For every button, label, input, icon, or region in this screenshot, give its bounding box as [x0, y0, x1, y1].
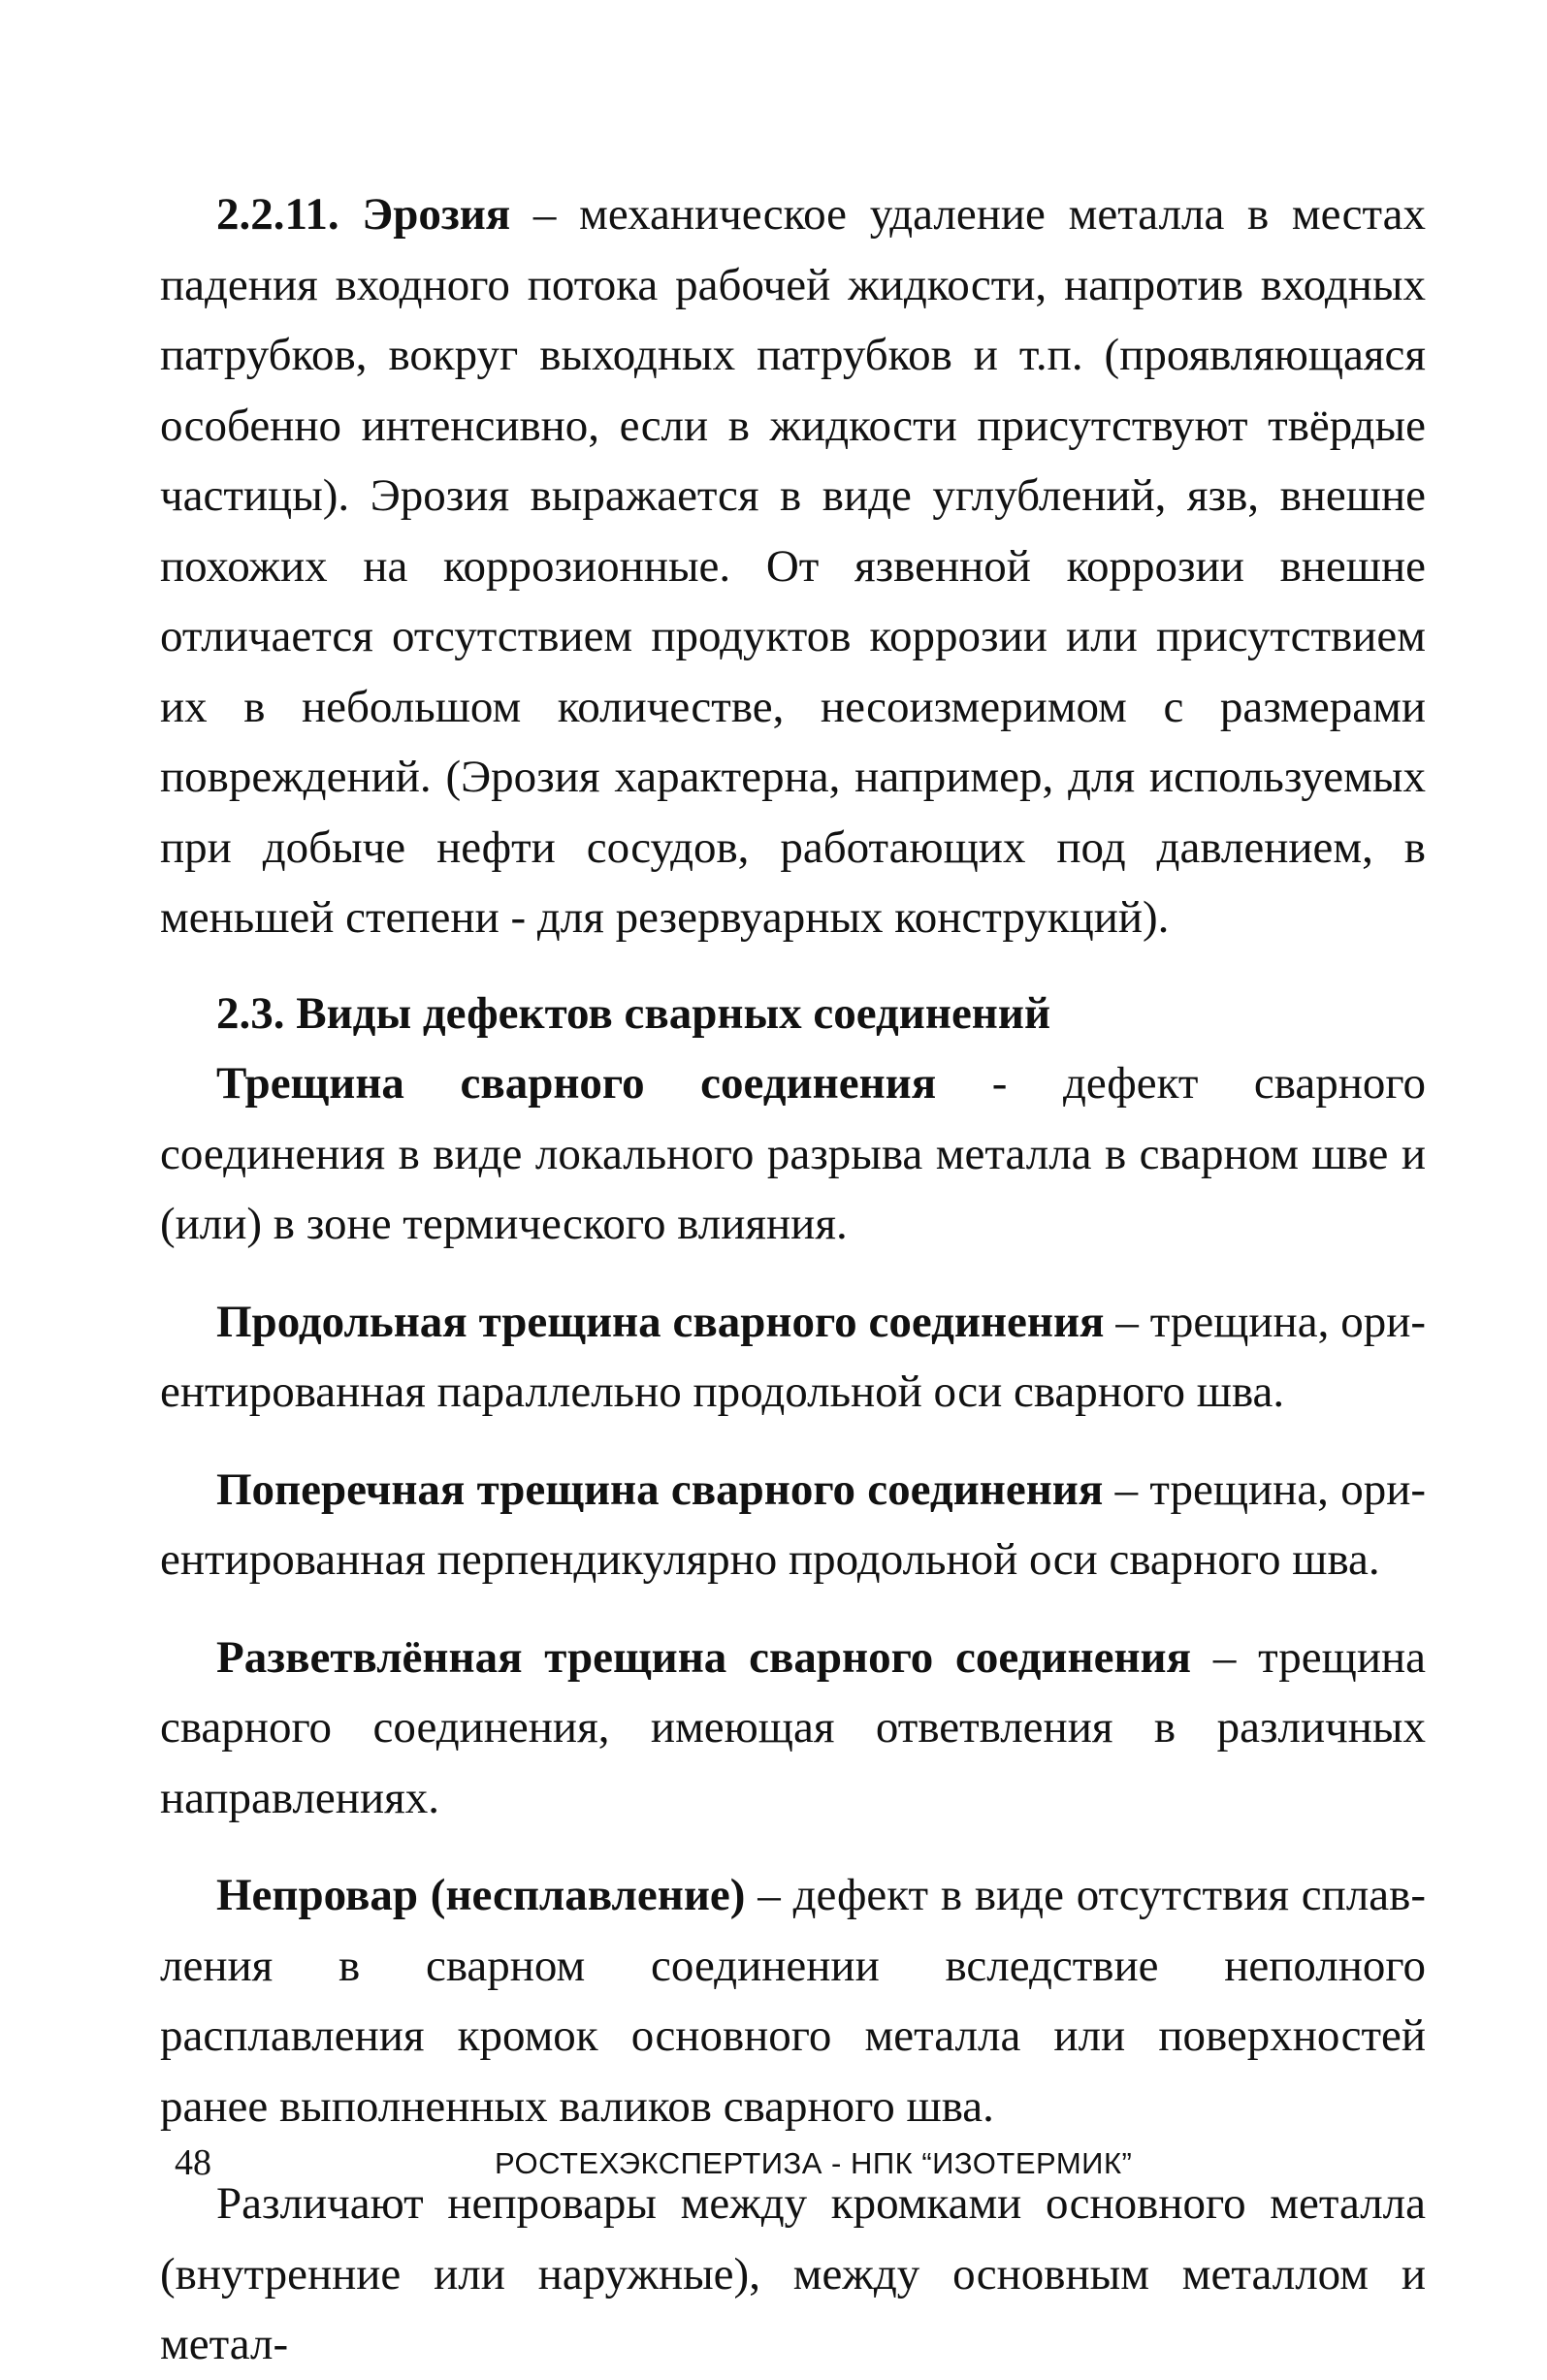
term-longitudinal-crack: Продольная трещина сварного соединения [216, 1296, 1105, 1347]
paragraph-transverse-crack [160, 1455, 1426, 1595]
section-heading: 2.3. Виды дефектов сварных соединений [216, 987, 1051, 1039]
term-transverse-crack: Поперечная трещина сварного соединения [216, 1463, 1104, 1515]
definition-longitudinal-crack: – трещина, ориентированная параллельно продольной оси сварного шва. [160, 1296, 1426, 1417]
paragraph-branched-crack [160, 1623, 1426, 1834]
definition-transverse-crack: – трещина, ориентированная перпендикулярно продольной оси сварного шва. [160, 1463, 1427, 1585]
term-lack-of-fusion: Непровар (несплавление) [216, 1870, 746, 1920]
definition-branched-crack: – трещина сварного соединения, имеющая ответвления в различных направлениях. [160, 1631, 1426, 1823]
definition-erosion: – механическое удаление металла в местах падения входного потока рабочей жидкости, напротив входных патрубков, вокруг выходных патрубков и т.п. (проявляющаяся особенно интенсивно, если в жидкости присутствуют твёрдые частицы). Эрозия выражается в виде углублений, язв, внешне похожих на коррозионные. От язвенной коррозии внешне отличается отсутствием продуктов коррозии или присутствием их в небольшом количестве, несоизмеримом с размерами повреждений. (Эрозия характерна, например, для используемых при добыче нефти сосудов, работающих под давлением, в меньшей степени - для резервуарных конструкций). [160, 189, 1426, 943]
page-number: 48 [175, 2142, 211, 2183]
publisher-footer: РОСТЕХЭКСПЕРТИЗА - НПК “ИЗОТЕРМИК” [495, 2146, 1133, 2180]
paragraph-weld-crack [160, 1048, 1426, 1260]
paragraph-longitudinal-crack [160, 1287, 1426, 1428]
term-erosion: 2.2.11. Эрозия [216, 189, 511, 240]
page-body [160, 179, 1426, 2380]
paragraph-closing: Различают непровары между кромками основного металла (внутренние или наружные), между основным металлом и метал- [160, 2178, 1426, 2369]
definition-weld-crack: - дефект сварного соединения в виде локального разрыва металла в сварном шве и (или) в зоне термического влияния. [160, 1058, 1426, 1249]
paragraph-erosion [160, 179, 1426, 953]
page-footer [160, 2139, 1426, 2187]
term-weld-crack: Трещина сварного соединения [216, 1058, 937, 1109]
paragraph-lack-of-fusion [160, 1860, 1426, 2141]
definition-lack-of-fusion: – дефект в виде отсутствия сплавления в сварном соединении вследствие неполного расплавления кромок основного металла или поверхностей ранее выполненных валиков сварного шва. [160, 1870, 1426, 2132]
term-branched-crack: Разветвлённая трещина сварного соединения [216, 1631, 1192, 1683]
